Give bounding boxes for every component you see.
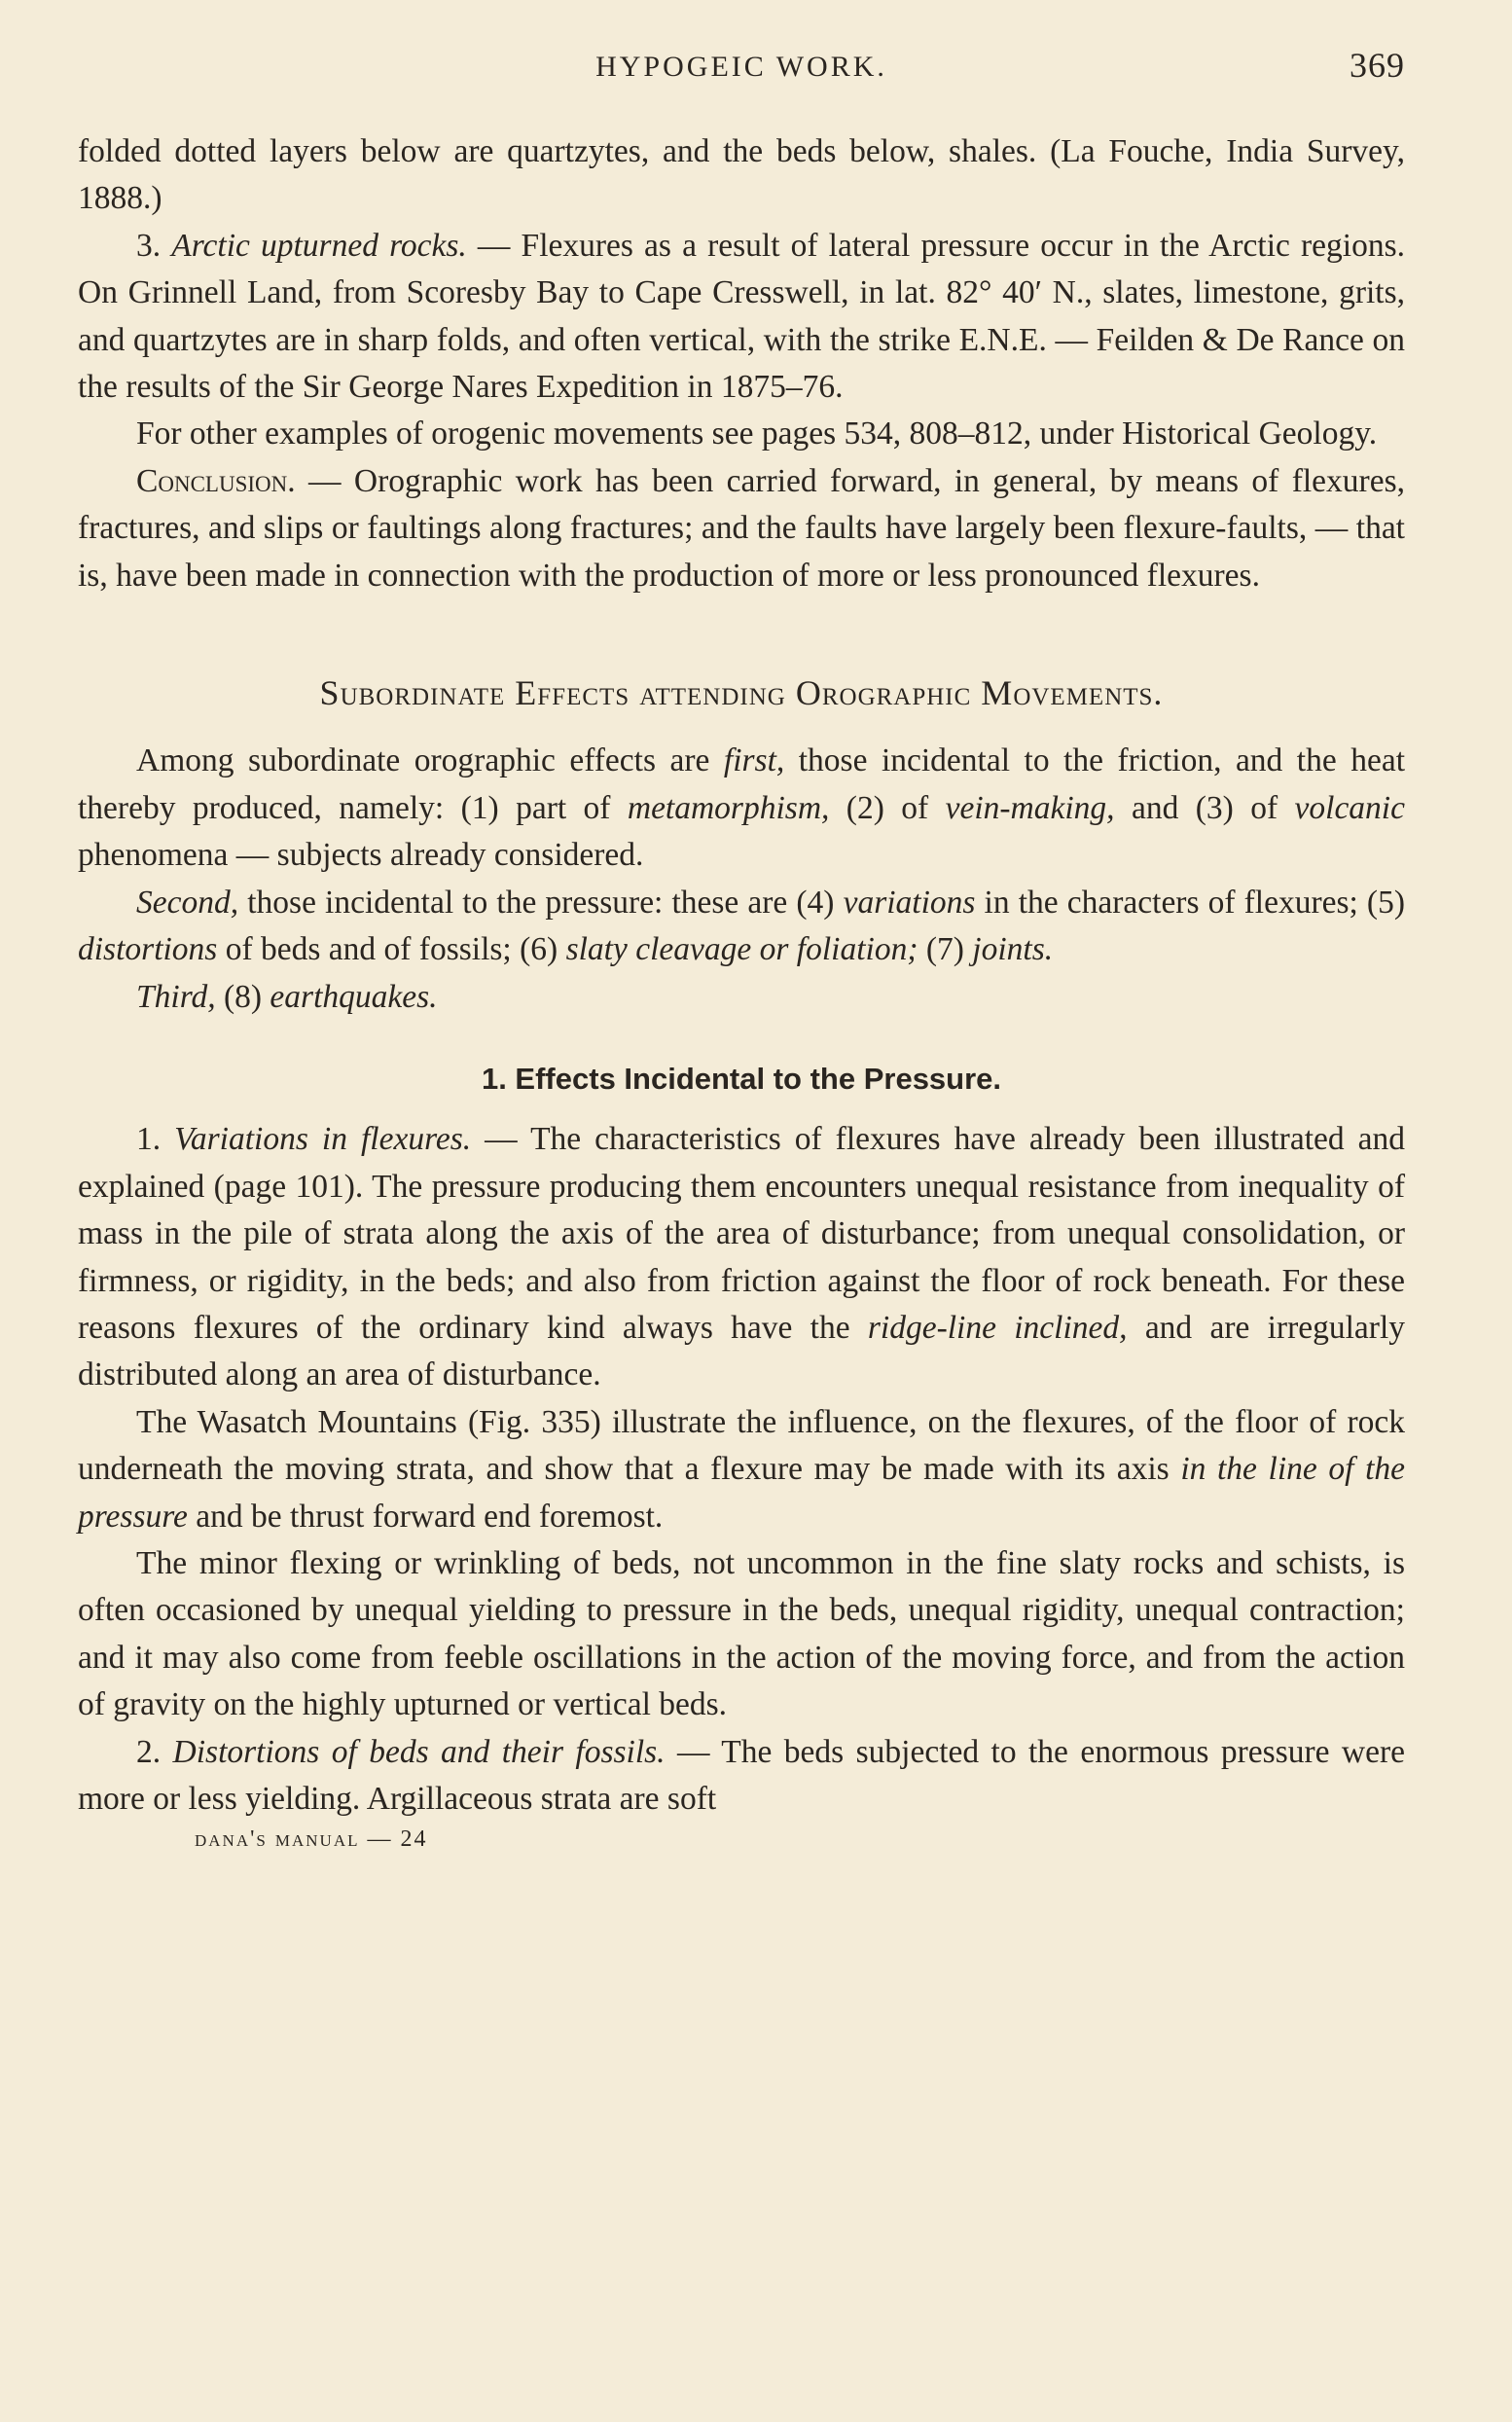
paragraph-other-examples: For other examples of orogenic movements see pages 534, 808–812, under Historical Geology. (136, 416, 1378, 452)
item-title: Arctic upturned rocks. (171, 227, 467, 264)
paragraph-arctic-upturned-rocks (78, 223, 1405, 412)
signature-mark: dana's manual — 24 (195, 1826, 428, 1853)
section-heading: Subordinate Effects attending Orographic Movements. (319, 673, 1164, 713)
item-number: 3. (136, 227, 172, 264)
paragraph-distortions: 2. Distortions of beds and their fossils. — The beds subjected to the enormous pressure were more or less yielding. Argillaceous strata are soft (78, 1733, 1406, 1817)
body-text (78, 128, 1405, 1823)
conclusion-text: — Orographic work has been carried forward, in general, by means of flexures, fractures, and slips or faultings along fractures; and the faults have largely been flexure-faults, — that is, have been made in connection with the production of more or less pronounced flexures. (78, 462, 1405, 594)
running-head-title: HYPOGEIC WORK. (595, 51, 887, 83)
paragraph-1: folded dotted layers below are quartzytes, and the beds below, shales. (La Fouche, India Survey, 1888.) (78, 133, 1405, 217)
paragraph-conclusion (78, 458, 1405, 599)
page-number: 369 (1350, 46, 1405, 85)
page (78, 39, 1405, 1853)
conclusion-label: Conclusion. (136, 462, 296, 499)
paragraph-variations-in-flexures: 1. Variations in flexures. — The characteristics of flexures have already been illustrated and explained (page 101). The pressure producing them encounters unequal resistance from inequality of mass in the pile of strata along the axis of the area of disturbance; from unequal consolidation, or firmness, or rigidity, in the beds; and also from friction against the floor of rock beneath. For these reasons flexures of the ordinary kind always have the ridge-line inclined, and are irregularly distributed along an area of disturbance. (78, 1121, 1406, 1393)
paragraph-first: Among subordinate orographic effects are first, those incidental to the friction, and the heat thereby produced, namely: (1) part of metamorphism, (2) of vein-making, and (3) of volcanic phenomena — subjects already considered. (78, 742, 1406, 874)
paragraph-minor-flexing: The minor flexing or wrinkling of beds, not uncommon in the fine slaty rocks and schists, is often occasioned by unequal yielding to pressure in the beds, unequal rigidity, unequal contraction; and it may also come from feeble oscillations in the action of the moving force, and from the action of gravity on the highly upturned or vertical beds. (78, 1544, 1405, 1723)
subheading: 1. Effects Incidental to the Pressure. (481, 1061, 1002, 1096)
item-text: — Flexures as a result of lateral pressure occur in the Arctic regions. On Grinnell Land, from Scoresby Bay to Cape Cresswell, in lat. 82° 40′ N., slates, limestone, grits, and quartzytes are in sharp folds, and often vertical, with the strike E.N.E. — Feilden & De Rance on the results of the Sir George Nares Expedition in 1875–76. (78, 227, 1405, 406)
running-head (78, 39, 1405, 97)
paragraph-third: Third, (8) earthquakes. (136, 978, 438, 1015)
paragraph-wasatch: The Wasatch Mountains (Fig. 335) illustrate the influence, on the flexures, of the floor of rock underneath the moving strata, and show that a flexure may be made with its axis in the line of the pressure and be thrust forward end foremost. (78, 1403, 1405, 1535)
paragraph-second: Second, those incidental to the pressure: these are (4) variations in the characters of flexures; (5) distortions of beds and of fossils; (6) slaty cleavage or foliation; (7) joints. (78, 884, 1405, 968)
